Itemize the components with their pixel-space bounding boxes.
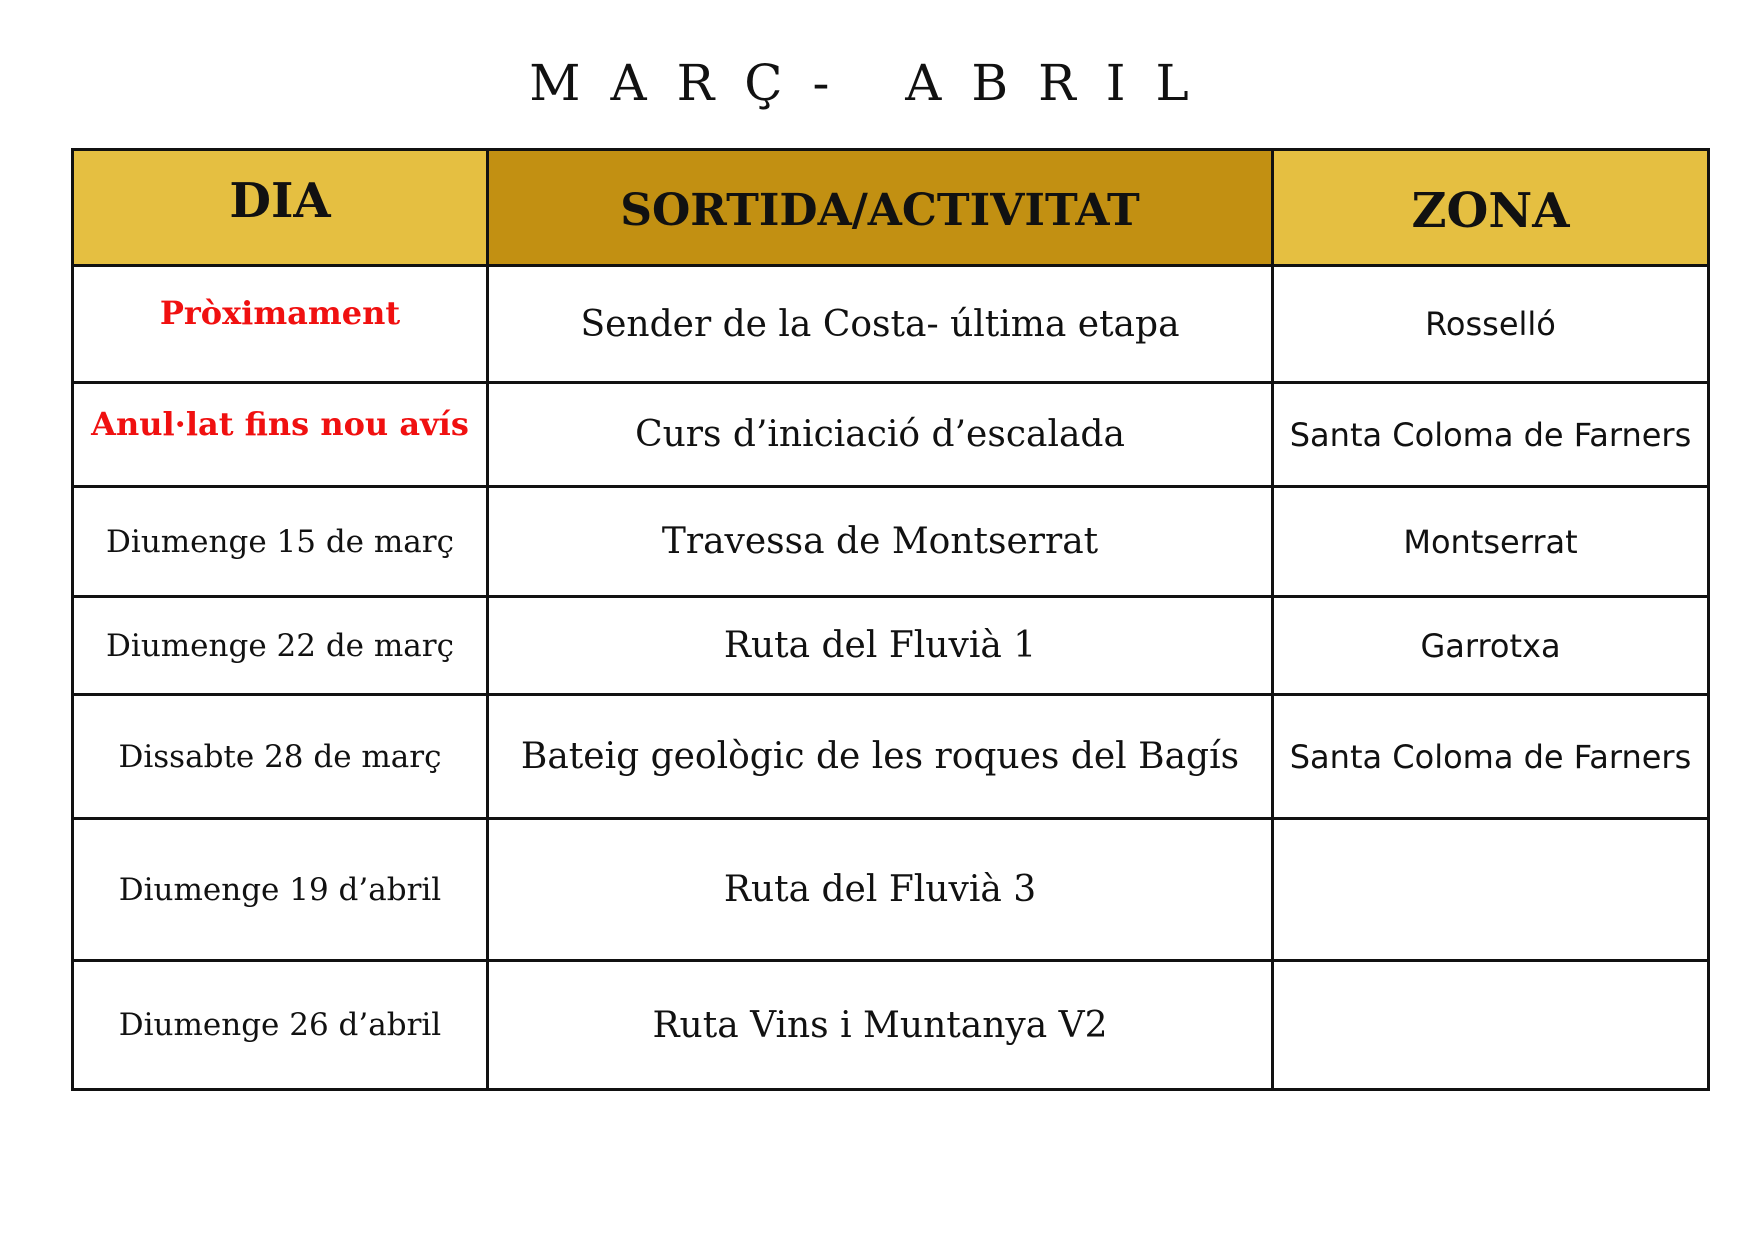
- table-row: [73, 487, 1709, 597]
- header-dia: DIA: [73, 150, 488, 266]
- page-title: MARÇ- ABRIL: [529, 54, 1219, 112]
- schedule-table: [71, 148, 1710, 1091]
- zona-cell: [1273, 961, 1709, 1090]
- zona-cell: Santa Coloma de Farners: [1273, 383, 1709, 487]
- zona-cell: [1273, 819, 1709, 961]
- dia-cell: Diumenge 15 de març: [73, 487, 488, 597]
- table-row: [73, 383, 1709, 487]
- dia-cell: Diumenge 22 de març: [73, 597, 488, 695]
- dia-cell: Anul·lat fins nou avís: [73, 383, 488, 487]
- table-row: [73, 266, 1709, 383]
- activitat-cell: Sender de la Costa- última etapa: [488, 266, 1273, 383]
- activitat-cell: Travessa de Montserrat: [488, 487, 1273, 597]
- header-activitat: SORTIDA/ACTIVITAT: [488, 150, 1273, 266]
- zona-cell: Rosselló: [1273, 266, 1709, 383]
- activitat-cell: Bateig geològic de les roques del Bagís: [488, 695, 1273, 819]
- activitat-cell: Curs d’iniciació d’escalada: [488, 383, 1273, 487]
- table-row: [73, 695, 1709, 819]
- zona-cell: Montserrat: [1273, 487, 1709, 597]
- dia-cell: Pròximament: [73, 266, 488, 383]
- activitat-cell: Ruta del Fluvià 1: [488, 597, 1273, 695]
- dia-cell: Dissabte 28 de març: [73, 695, 488, 819]
- zona-cell: Garrotxa: [1273, 597, 1709, 695]
- activitat-cell: Ruta Vins i Muntanya V2: [488, 961, 1273, 1090]
- table-row: [73, 961, 1709, 1090]
- table-header-row: [73, 150, 1709, 266]
- zona-cell: Santa Coloma de Farners: [1273, 695, 1709, 819]
- table-row: [73, 819, 1709, 961]
- activitat-cell: Ruta del Fluvià 3: [488, 819, 1273, 961]
- dia-cell: Diumenge 26 d’abril: [73, 961, 488, 1090]
- dia-cell: Diumenge 19 d’abril: [73, 819, 488, 961]
- table-row: [73, 597, 1709, 695]
- header-zona: ZONA: [1273, 150, 1709, 266]
